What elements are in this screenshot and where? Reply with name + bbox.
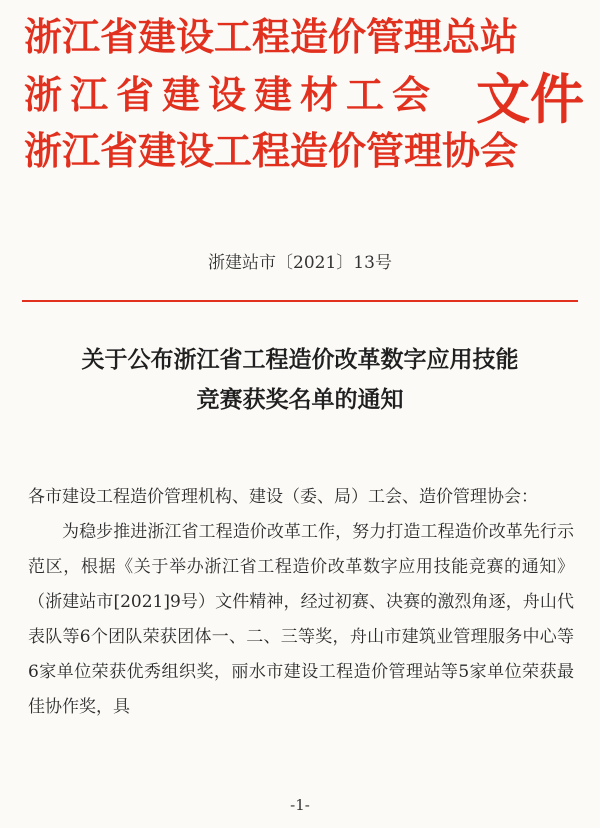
header-divider (22, 300, 578, 302)
document-type: 文件 (476, 68, 584, 131)
salutation: 各市建设工程造价管理机构、建设（委、局）工会、造价管理协会： (28, 487, 538, 507)
document-number: 浙建站市〔2021〕13号 (208, 253, 392, 273)
issuer-name-2: 浙江省建设建材工会 (24, 73, 439, 117)
body-paragraph: 为稳步推进浙江省工程造价改革工作，努力打造工程造价改革先行示范区，根据《关于举办浙江省工程造价改革数字应用技能竞赛的通知》（浙建站市[2021]9号）文件精神，经过初赛、决赛的激烈角逐，舟山代表队等6个团队荣获团体一、二、三等奖，舟山市建筑业管理服务中心等6家单位荣获优秀组织奖，丽水市建设工程造价管理站等5家单位荣获最佳协作奖，具 (28, 522, 574, 717)
document-body (28, 480, 574, 725)
title-line-1: 关于公布浙江省工程造价改革数字应用技能 (81, 347, 519, 373)
page-number: -1- (290, 796, 310, 814)
issuer-name-1: 浙江省建设工程造价管理总站 (24, 15, 519, 59)
document-header (0, 0, 600, 200)
title-line-2: 竞赛获奖名单的通知 (196, 387, 404, 413)
issuer-name-3: 浙江省建设工程造价管理协会 (24, 129, 519, 173)
document-title (20, 340, 580, 420)
